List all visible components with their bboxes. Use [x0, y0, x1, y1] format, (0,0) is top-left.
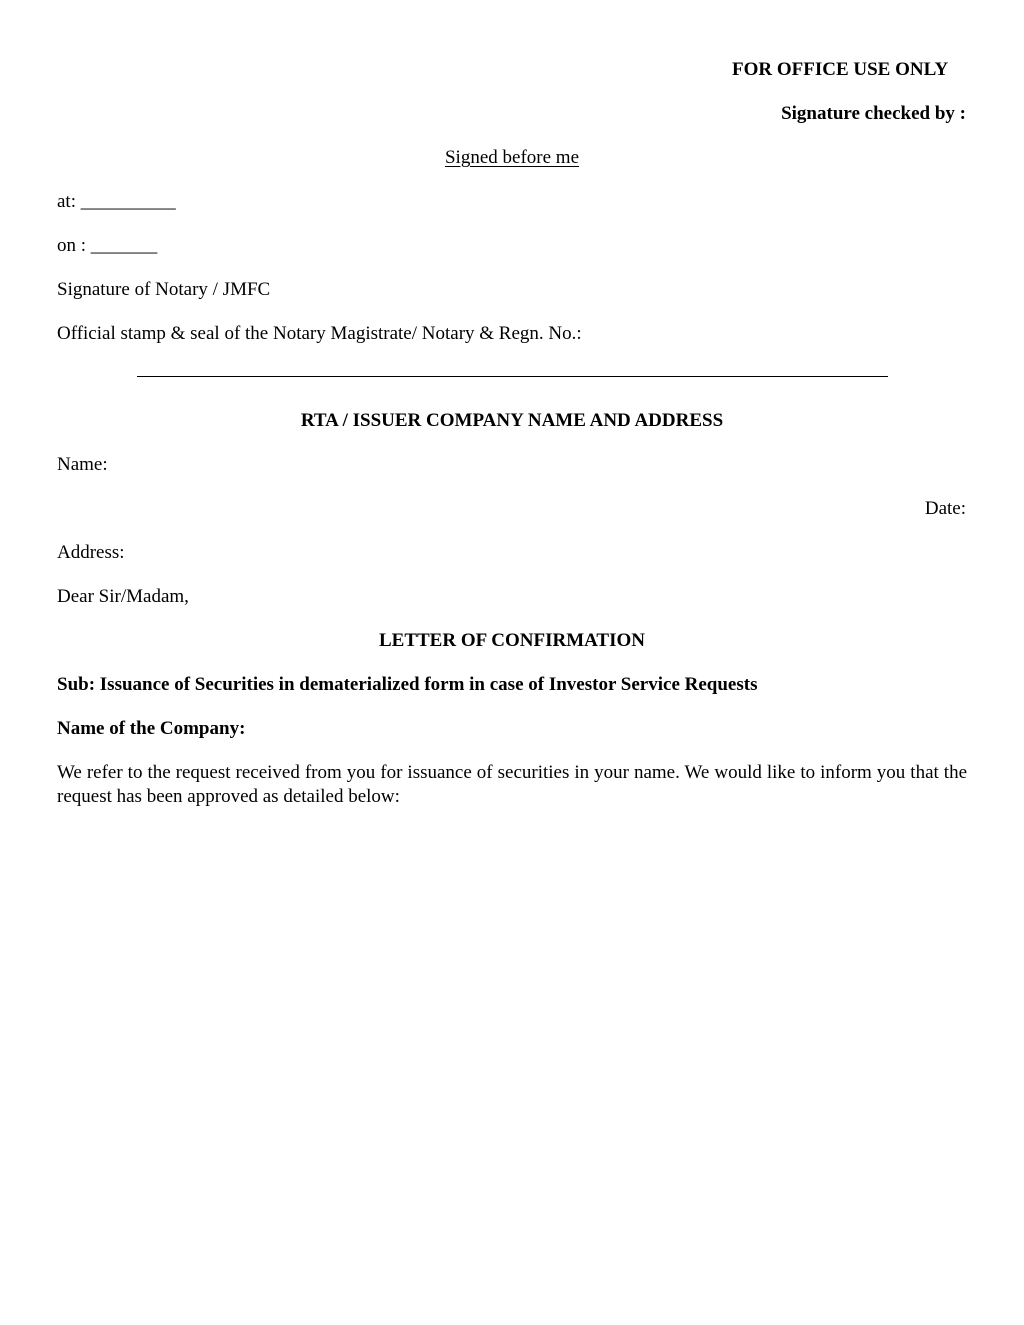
notary-stamp-label: Official stamp & seal of the Notary Magistrate/ Notary & Regn. No.:	[57, 323, 582, 344]
section-divider	[137, 376, 885, 377]
office-use-heading: FOR OFFICE USE ONLY	[732, 59, 949, 80]
signature-checked-label: Signature checked by :	[781, 103, 966, 124]
signed-before-heading	[0, 146, 1024, 170]
section-divider-tail	[885, 376, 888, 377]
letter-title: LETTER OF CONFIRMATION	[378, 630, 646, 651]
notary-signature-label: Signature of Notary / JMFC	[57, 279, 271, 300]
salutation: Dear Sir/Madam,	[57, 586, 189, 607]
notary-at-field: at: __________	[57, 191, 176, 212]
letter-body: We refer to the request received from you for issuance of securities in your name. We would like to inform you that the request has been approved as detailed below:	[57, 762, 967, 807]
signed-before-text: Signed before me	[444, 147, 579, 168]
company-name-label: Name of the Company:	[57, 718, 246, 739]
name-label: Name:	[57, 454, 108, 475]
address-label: Address:	[57, 542, 125, 563]
company-heading: RTA / ISSUER COMPANY NAME AND ADDRESS	[300, 410, 724, 431]
notary-on-field: on : _______	[57, 235, 158, 256]
date-label: Date:	[924, 498, 966, 519]
letter-subject: Sub: Issuance of Securities in dematerialized form in case of Investor Service Requests	[57, 674, 758, 695]
